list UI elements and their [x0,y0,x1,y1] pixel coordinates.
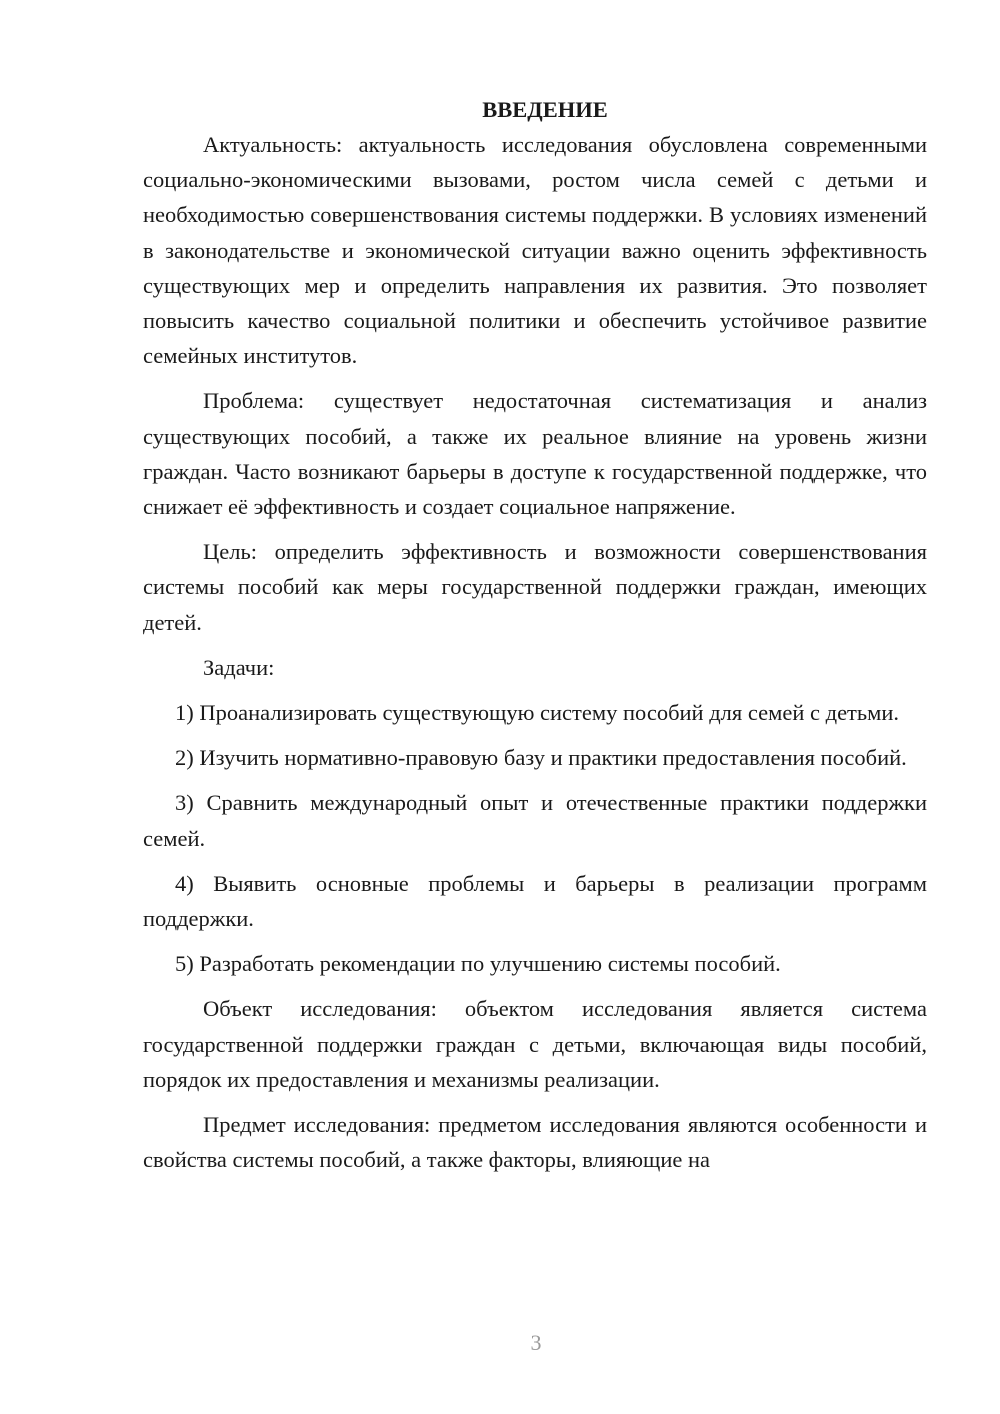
task-item: 5) Разработать рекомендации по улучшению системы пособий. [175,951,781,977]
subject-paragraph: Предмет исследования: предметом исследования являются особенности и свойства системы пособий, а также факторы, влияющие на [143,1112,927,1173]
section-title: ВВЕДЕНИЕ [482,97,608,122]
task-item: 2) Изучить нормативно-правовую базу и практики предоставления пособий. [175,745,907,771]
page-number: 3 [530,1330,542,1355]
goal-paragraph: Цель: определить эффективность и возможности совершенствования системы пособий как меры государственной поддержки граждан, имеющих детей. [143,539,927,635]
task-item: 1) Проанализировать существующую систему пособий для семей с детьми. [175,700,900,726]
problem-paragraph: Проблема: существует недостаточная систематизация и анализ существующих пособий, а также их реальное влияние на уровень жизни граждан. Часто возникают барьеры в доступе к государственной поддержке, что снижает её эффективность и создает социальное напряжение. [143,388,927,520]
relevance-paragraph: Актуальность: актуальность исследования обусловлена современными социально-экономическими вызовами, ростом числа семей с детьми и необходимостью совершенствования системы поддержки. В условиях изменений в законодательстве и экономической ситуации важно оценить эффективность существующих мер и определить направления их развития. Это позволяет повысить качество социальной политики и обеспечить устойчивое развитие семейных институтов. [143,132,927,369]
task-item: 4) Выявить основные проблемы и барьеры в реализации программ поддержки. [143,870,927,932]
object-paragraph: Объект исследования: объектом исследования является система государственной поддержки граждан с детьми, включающая виды пособий, порядок их предоставления и механизмы реализации. [143,996,927,1092]
document-page [143,92,927,1187]
tasks-label: Задачи: [203,654,275,680]
task-item: 3) Сравнить международный опыт и отечественные практики поддержки семей. [143,790,927,851]
